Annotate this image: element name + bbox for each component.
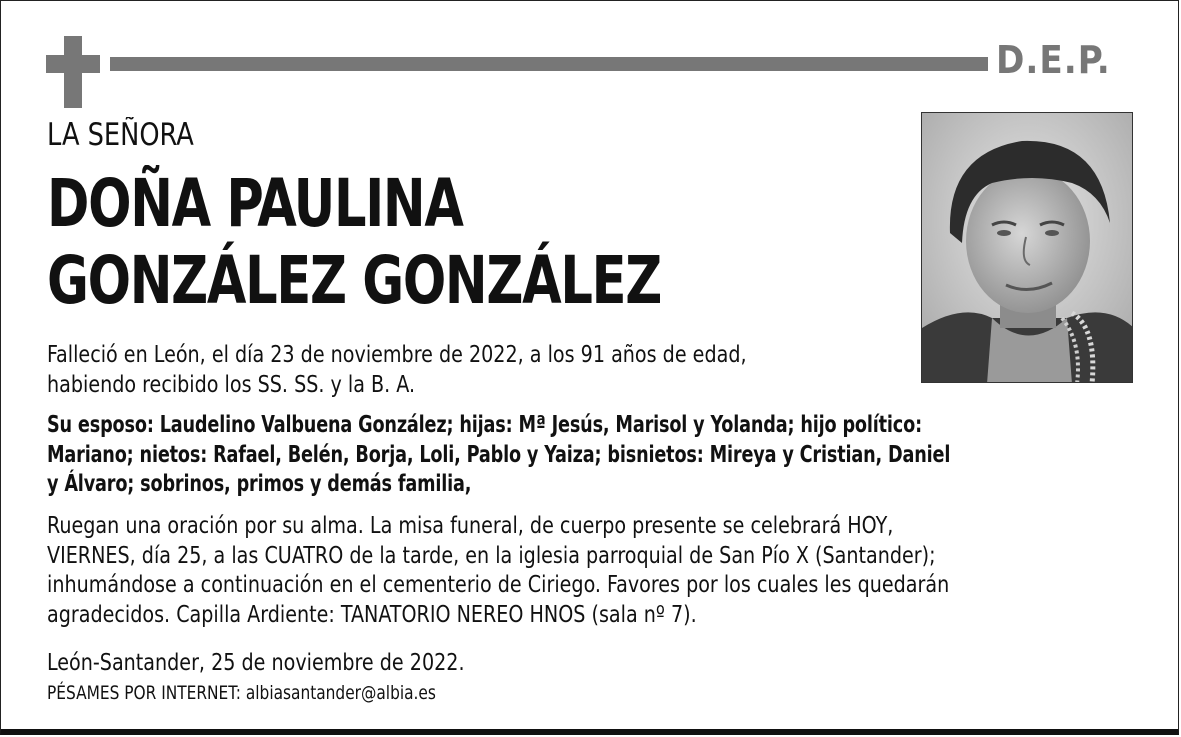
text-line: Su esposo: Laudelino Valbuena González; hijas: Mª Jesús, Marisol y Yolanda; hijo político:	[47, 410, 922, 438]
text-line: VIERNES, día 25, a las CUATRO de la tarde, en la iglesia parroquial de San Pío X (Santander);	[47, 540, 936, 569]
deceased-name-line-1: DOÑA PAULINA	[47, 165, 463, 242]
text-line: inhumándose a continuación en el cementerio de Ciriego. Favores por los cuales les quedarán	[47, 570, 950, 598]
place-date: León-Santander, 25 de noviembre de 2022.	[47, 648, 465, 676]
dep-label: D.E.P.	[996, 38, 1111, 82]
death-notice-paragraph	[47, 340, 747, 399]
text-line: habiendo recibido los SS. SS. y la B. A.	[47, 369, 416, 398]
condolences-contact: PÉSAMES POR INTERNET: albiasantander@albia.es	[47, 682, 436, 704]
deceased-name-line-2: GONZÁLEZ GONZÁLEZ	[47, 242, 661, 319]
text-line: Mariano; nietos: Rafael, Belén, Borja, Loli, Pablo y Yaiza; bisnietos: Mireya y Cristian, Daniel	[47, 439, 951, 468]
header-rule	[110, 57, 988, 71]
text-line: Ruegan una oración por su alma. La misa funeral, de cuerpo presente se celebrará HOY,	[47, 511, 894, 539]
text-line: agradecidos. Capilla Ardiente: TANATORIO NEREO HNOS (sala nº 7).	[47, 599, 697, 628]
cross-horizontal-bar	[46, 55, 100, 73]
text-line: y Álvaro; sobrinos, primos y demás familia,	[47, 469, 472, 497]
family-paragraph	[47, 410, 950, 499]
text-line: Falleció en León, el día 23 de noviembre de 2022, a los 91 años de edad,	[47, 340, 747, 368]
portrait-photo	[921, 112, 1133, 383]
honorific: LA SEÑORA	[47, 117, 194, 153]
funeral-details-paragraph	[47, 511, 949, 629]
